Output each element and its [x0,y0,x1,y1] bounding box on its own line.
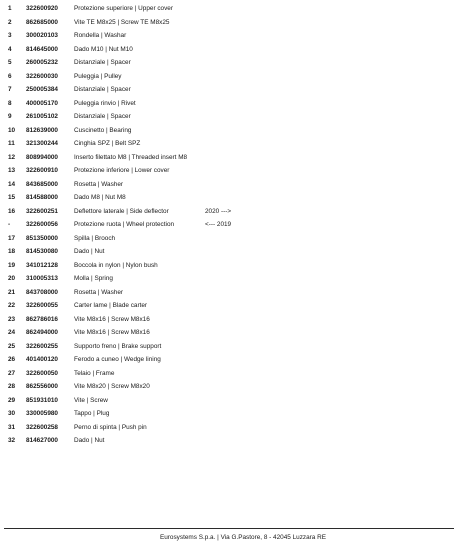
part-position: 20 [8,275,16,282]
part-position: 31 [8,423,16,431]
part-description: Protezione superiore | Upper cover [74,5,173,12]
part-description: Spilla | Brooch [74,234,116,242]
part-position: 25 [8,342,16,350]
part-description: Vite M8x16 | Screw M8x16 [74,329,150,336]
part-code: 814588000 [26,194,58,201]
part-code: 322600910 [26,167,58,174]
part-description: Protezione ruota | Wheel protection [74,221,175,228]
footer-divider [4,528,454,529]
part-position: 9 [8,113,12,120]
part-description: Dado | Nut [74,248,105,255]
part-description: Boccola in nylon | Nylon bush [74,261,158,269]
part-position: 11 [8,140,15,147]
part-position: 16 [8,207,16,215]
part-row [6,70,446,84]
part-note: <--- 2019 [205,221,232,228]
part-code: 862556000 [26,383,58,390]
part-code: 322600056 [26,221,58,228]
part-position: 19 [8,261,16,269]
part-position: 1 [8,5,12,12]
part-row [6,43,446,57]
part-row [6,407,446,421]
part-position: 26 [8,356,16,363]
part-position: 24 [8,329,16,336]
part-row [6,259,446,273]
part-row [6,137,446,151]
part-row [6,97,446,111]
part-code: 322600030 [26,72,58,80]
part-description: Rosetta | Washer [74,288,124,296]
part-position: 30 [8,410,16,417]
part-position: 15 [8,194,16,201]
parts-list [6,2,446,448]
part-code: 322600920 [26,5,58,12]
part-row [6,313,446,327]
part-description: Perno di spinta | Push pin [74,423,147,431]
part-description: Distanziale | Spacer [74,59,131,66]
part-code: 814627000 [26,437,58,444]
part-code: 341012128 [26,261,58,269]
part-position: - [8,221,11,228]
part-position: 13 [8,167,16,174]
part-row [6,110,446,124]
part-description: Deflettore laterale | Side deflector [74,207,169,215]
part-description: Carter lame | Blade carter [74,302,148,309]
part-code: 330005980 [26,410,58,417]
part-note: 2020 ---> [205,207,232,215]
part-row [6,151,446,165]
part-row [6,367,446,381]
part-position: 17 [8,234,16,242]
part-row [6,178,446,192]
part-description: Protezione inferiore | Lower cover [74,167,170,174]
part-position: 21 [8,288,16,296]
part-description: Dado M10 | Nut M10 [74,45,133,53]
part-code: 814530080 [26,248,58,255]
part-row [6,245,446,259]
part-row [6,232,446,246]
part-description: Dado | Nut [74,437,105,444]
part-row [6,83,446,97]
part-code: 400005170 [26,99,58,107]
part-description: Vite TE M8x25 | Screw TE M8x25 [74,18,170,26]
part-row [6,29,446,43]
part-code: 300020103 [26,32,58,39]
part-code: 322600050 [26,369,58,377]
part-position: 14 [8,180,16,188]
part-code: 862685000 [26,18,58,26]
part-row [6,205,446,219]
part-description: Dado M8 | Nut M8 [74,194,126,201]
part-code: 322600251 [26,207,58,215]
part-description: Rondella | Washar [74,32,127,39]
part-position: 22 [8,302,16,309]
part-row [6,124,446,138]
part-description: Supporto freno | Brake support [74,342,162,350]
part-row [6,272,446,286]
part-code: 862786016 [26,315,58,323]
part-row [6,191,446,205]
part-position: 6 [8,72,12,80]
part-position: 12 [8,153,16,161]
part-position: 10 [8,126,16,134]
part-description: Vite M8x16 | Screw M8x16 [74,315,150,323]
part-description: Cinghia SPZ | Belt SPZ [74,140,141,147]
part-row [6,164,446,178]
part-description: Distanziale | Spacer [74,86,131,93]
part-row [6,434,446,448]
part-position: 2 [8,18,12,26]
part-row [6,56,446,70]
part-description: Vite | Screw [74,396,108,404]
part-code: 322600255 [26,342,58,350]
part-code: 814645000 [26,45,58,53]
part-position: 4 [8,45,12,53]
part-position: 8 [8,99,12,107]
part-position: 28 [8,383,16,390]
part-code: 260005232 [26,59,58,66]
part-description: Puleggia rinvio | Rivet [74,99,136,107]
part-code: 322600258 [26,423,58,431]
part-code: 401400120 [26,356,58,363]
part-row [6,340,446,354]
part-code: 322600055 [26,302,58,309]
part-row [6,2,446,16]
part-position: 3 [8,32,12,39]
part-row [6,353,446,367]
part-position: 32 [8,437,16,444]
part-position: 23 [8,315,16,323]
part-code: 851931010 [26,396,58,404]
part-row [6,394,446,408]
part-row [6,218,446,232]
part-code: 321300244 [26,140,58,147]
part-code: 310005313 [26,275,58,282]
part-description: Ferodo a cuneo | Wedge lining [74,356,161,363]
part-description: Telaio | Frame [74,369,115,377]
part-row [6,326,446,340]
part-position: 18 [8,248,16,255]
part-code: 812639000 [26,126,58,134]
part-code: 851350000 [26,234,58,242]
part-position: 27 [8,369,16,377]
part-row [6,380,446,394]
part-description: Rosetta | Washer [74,180,124,188]
part-code: 862494000 [26,329,58,336]
part-code: 250005384 [26,86,58,93]
part-description: Tappo | Plug [74,410,110,417]
part-row [6,299,446,313]
part-row [6,421,446,435]
part-description: Vite M8x20 | Screw M8x20 [74,383,150,390]
part-code: 808994000 [26,153,58,161]
part-description: Inserto filettato M8 | Threaded insert M8 [74,153,188,161]
part-row [6,286,446,300]
part-code: 843708000 [26,288,58,296]
part-position: 29 [8,396,16,404]
part-description: Distanziale | Spacer [74,113,131,120]
part-position: 7 [8,86,12,93]
part-code: 843685000 [26,180,58,188]
part-code: 261005102 [26,113,58,120]
part-description: Cuscinetto | Bearing [74,126,132,134]
part-row [6,16,446,30]
part-position: 5 [8,59,12,66]
footer-address: Eurosystems S.p.a. | Via G.Pastore, 8 - 42045 Luzzara RE [159,534,326,541]
part-description: Molla | Spring [74,275,113,282]
part-description: Puleggia | Pulley [74,72,122,80]
